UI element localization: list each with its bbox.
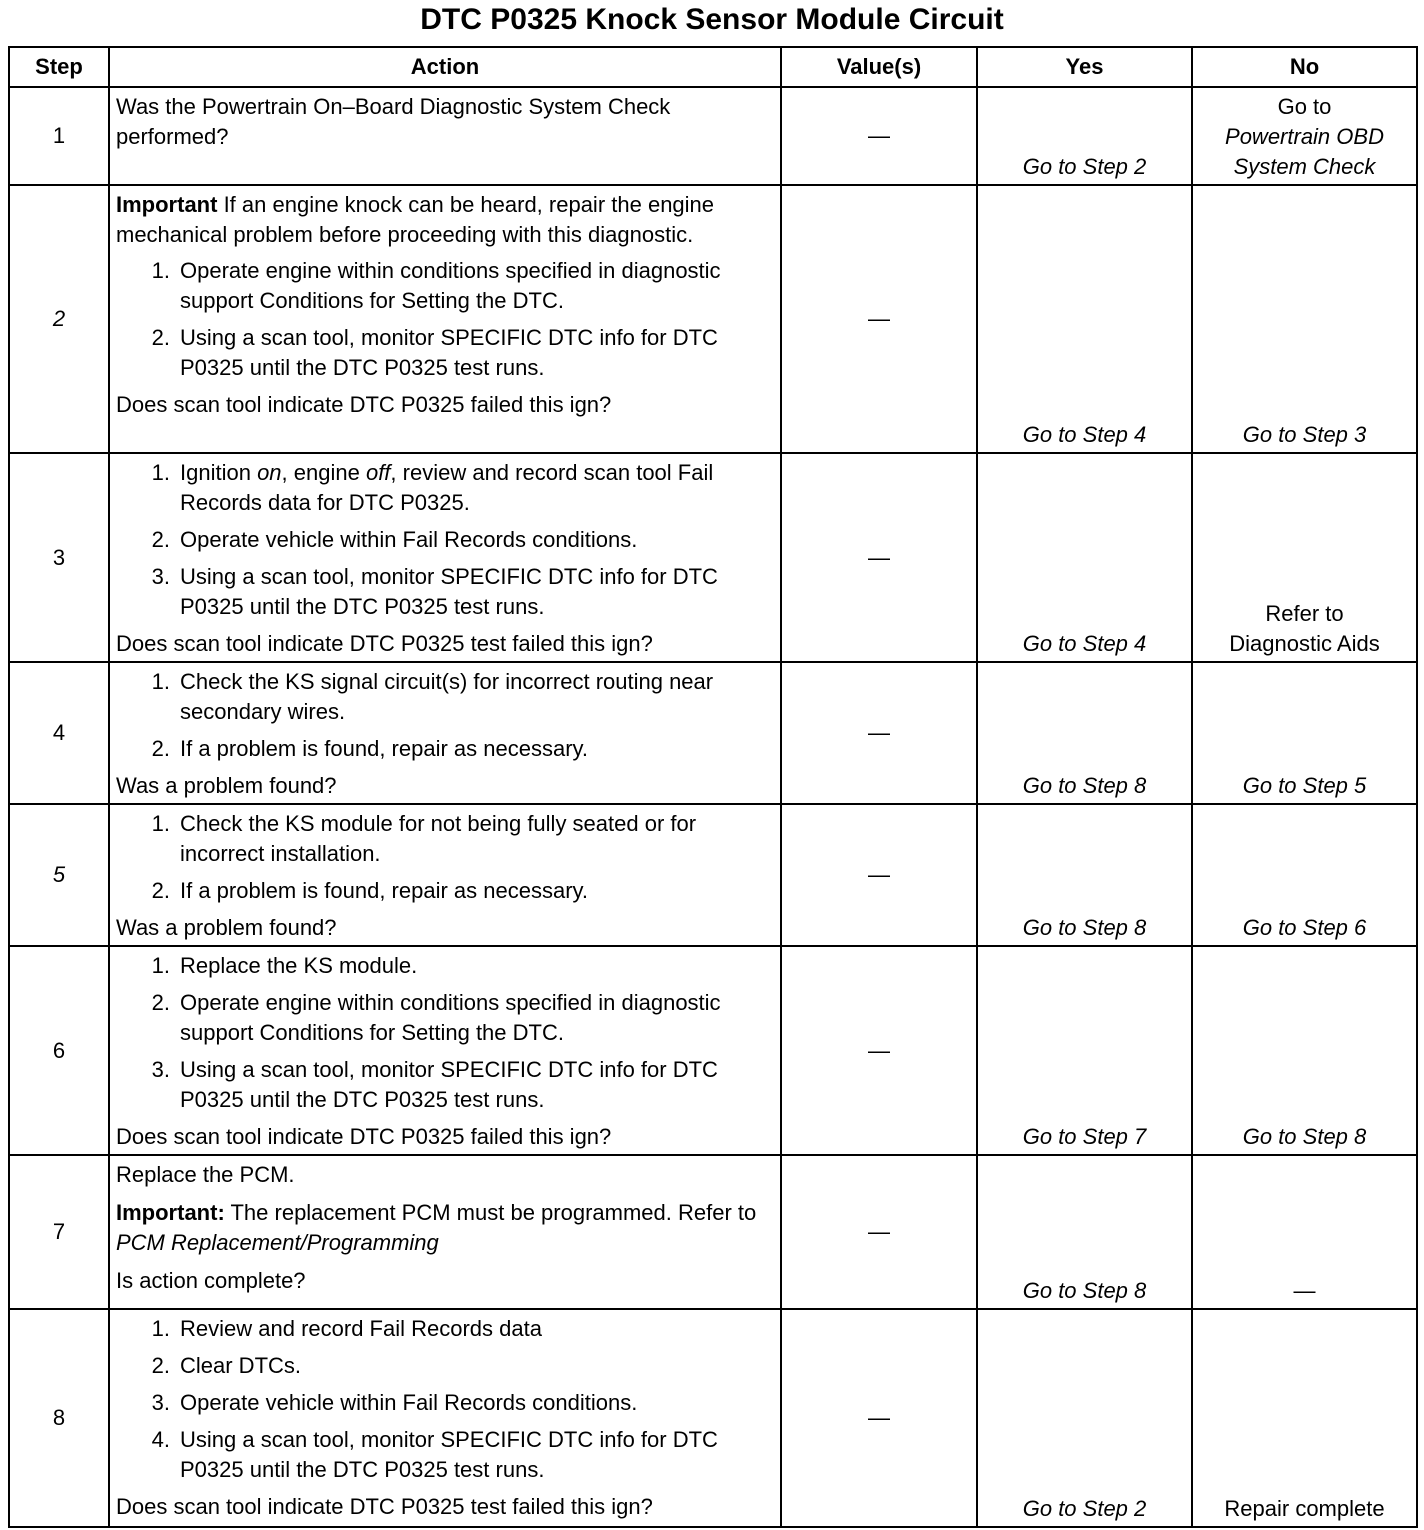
important-label: Important xyxy=(116,192,218,217)
no-reference: Powertrain OBD System Check xyxy=(1225,124,1384,179)
list-item: 4. Using a scan tool, monitor SPECIFIC DTC info for DTC P0325 until the DTC P0325 test runs. xyxy=(151,1427,718,1482)
step-no: — xyxy=(1192,1155,1417,1309)
step-yes: Go to Step 2 xyxy=(977,1309,1192,1527)
step-yes: Go to Step 8 xyxy=(977,1155,1192,1309)
step-yes: Go to Step 2 xyxy=(977,87,1192,185)
step-value: — xyxy=(781,804,977,946)
step-number: 1 xyxy=(9,87,109,185)
list-item: 2. If a problem is found, repair as necessary. xyxy=(151,736,589,761)
action-question: Is action complete? xyxy=(116,1268,306,1293)
step-yes: Go to Step 7 xyxy=(977,946,1192,1155)
important-note xyxy=(116,190,774,250)
list-item: 3. Using a scan tool, monitor SPECIFIC DTC info for DTC P0325 until the DTC P0325 test runs. xyxy=(151,1057,718,1112)
step-number: 4 xyxy=(9,662,109,804)
step-no: Go to Step 5 xyxy=(1192,662,1417,804)
step-no: Go to Step 3 xyxy=(1192,185,1417,453)
list-item: 1. Check the KS module for not being fully seated or for incorrect installation. xyxy=(151,811,697,866)
step-yes: Go to Step 4 xyxy=(977,185,1192,453)
table-row xyxy=(9,804,1417,946)
list-item: 2. Clear DTCs. xyxy=(151,1353,302,1378)
action-list xyxy=(116,256,774,383)
header-no: No xyxy=(1192,47,1417,87)
action-question: Was a problem found? xyxy=(116,915,337,940)
list-item: 1. Replace the KS module. xyxy=(151,953,418,978)
step-action xyxy=(109,662,781,804)
action-question: Does scan tool indicate DTC P0325 failed this ign? xyxy=(116,1124,612,1149)
action-question: Does scan tool indicate DTC P0325 failed this ign? xyxy=(116,392,612,417)
list-item: 2. If a problem is found, repair as necessary. xyxy=(151,878,589,903)
important-note xyxy=(116,1198,774,1258)
list-item: 2. Operate engine within conditions specified in diagnostic support Conditions for Setting the DTC. xyxy=(151,990,721,1045)
step-action xyxy=(109,453,781,662)
list-item: 2. Using a scan tool, monitor SPECIFIC DTC info for DTC P0325 until the DTC P0325 test runs. xyxy=(151,325,718,380)
action-question: Does scan tool indicate DTC P0325 test failed this ign? xyxy=(116,631,653,656)
header-values: Value(s) xyxy=(781,47,977,87)
table-row xyxy=(9,87,1417,185)
step-number: 3 xyxy=(9,453,109,662)
step-number: 8 xyxy=(9,1309,109,1527)
list-item: 1. Operate engine within conditions specified in diagnostic support Conditions for Setting the DTC. xyxy=(151,258,721,313)
step-no: Go to Step 6 xyxy=(1192,804,1417,946)
action-list xyxy=(116,667,774,764)
step-value: — xyxy=(781,662,977,804)
step-yes: Go to Step 8 xyxy=(977,804,1192,946)
step-yes: Go to Step 8 xyxy=(977,662,1192,804)
step-action xyxy=(109,804,781,946)
table-row xyxy=(9,1155,1417,1309)
step-action xyxy=(109,87,781,185)
list-item: 1. Review and record Fail Records data xyxy=(151,1316,542,1341)
diagnostic-table xyxy=(8,46,1418,1528)
step-number: 2 xyxy=(9,185,109,453)
step-no: Go to Step 8 xyxy=(1192,946,1417,1155)
step-action xyxy=(109,946,781,1155)
list-item: 1. Ignition on, engine off, review and record scan tool Fail Records data for DTC P0325. xyxy=(151,460,714,515)
action-question: Was the Powertrain On–Board Diagnostic System Check performed? xyxy=(116,94,671,149)
action-list xyxy=(116,1314,774,1485)
list-item: 3. Using a scan tool, monitor SPECIFIC DTC info for DTC P0325 until the DTC P0325 test runs. xyxy=(151,564,718,619)
step-action xyxy=(109,185,781,453)
table-header-row xyxy=(9,47,1417,87)
header-yes: Yes xyxy=(977,47,1192,87)
table-row xyxy=(9,185,1417,453)
step-no: Refer to Diagnostic Aids xyxy=(1192,453,1417,662)
action-list xyxy=(116,809,774,906)
list-item: 1. Check the KS signal circuit(s) for incorrect routing near secondary wires. xyxy=(151,669,714,724)
table-row xyxy=(9,453,1417,662)
list-item: 2. Operate vehicle within Fail Records conditions. xyxy=(151,527,638,552)
header-action: Action xyxy=(109,47,781,87)
important-text: The replacement PCM must be programmed. Refer to xyxy=(224,1200,757,1225)
step-number: 6 xyxy=(9,946,109,1155)
important-label: Important: xyxy=(116,1200,225,1225)
step-value: — xyxy=(781,1309,977,1527)
table-row xyxy=(9,1309,1417,1527)
step-value: — xyxy=(781,87,977,185)
step-no xyxy=(1192,87,1417,185)
step-yes: Go to Step 4 xyxy=(977,453,1192,662)
no-text: Go to xyxy=(1277,94,1332,119)
step-value: — xyxy=(781,453,977,662)
action-question: Was a problem found? xyxy=(116,773,337,798)
important-reference: PCM Replacement/Programming xyxy=(116,1230,439,1255)
action-question: Does scan tool indicate DTC P0325 test failed this ign? xyxy=(116,1494,653,1519)
step-no: Repair complete xyxy=(1192,1309,1417,1527)
step-value: — xyxy=(781,1155,977,1309)
action-text: Replace the PCM. xyxy=(116,1162,295,1187)
step-value: — xyxy=(781,185,977,453)
step-number: 5 xyxy=(9,804,109,946)
action-list xyxy=(116,458,774,622)
step-action xyxy=(109,1155,781,1309)
step-action xyxy=(109,1309,781,1527)
list-item: 3. Operate vehicle within Fail Records conditions. xyxy=(151,1390,638,1415)
important-text: If an engine knock can be heard, repair the engine mechanical problem before proceeding with this diagnostic. xyxy=(116,192,715,247)
table-row xyxy=(9,662,1417,804)
page-title: DTC P0325 Knock Sensor Module Circuit xyxy=(420,3,1004,36)
table-row xyxy=(9,946,1417,1155)
step-number: 7 xyxy=(9,1155,109,1309)
header-step: Step xyxy=(9,47,109,87)
step-value: — xyxy=(781,946,977,1155)
action-list xyxy=(116,951,774,1115)
